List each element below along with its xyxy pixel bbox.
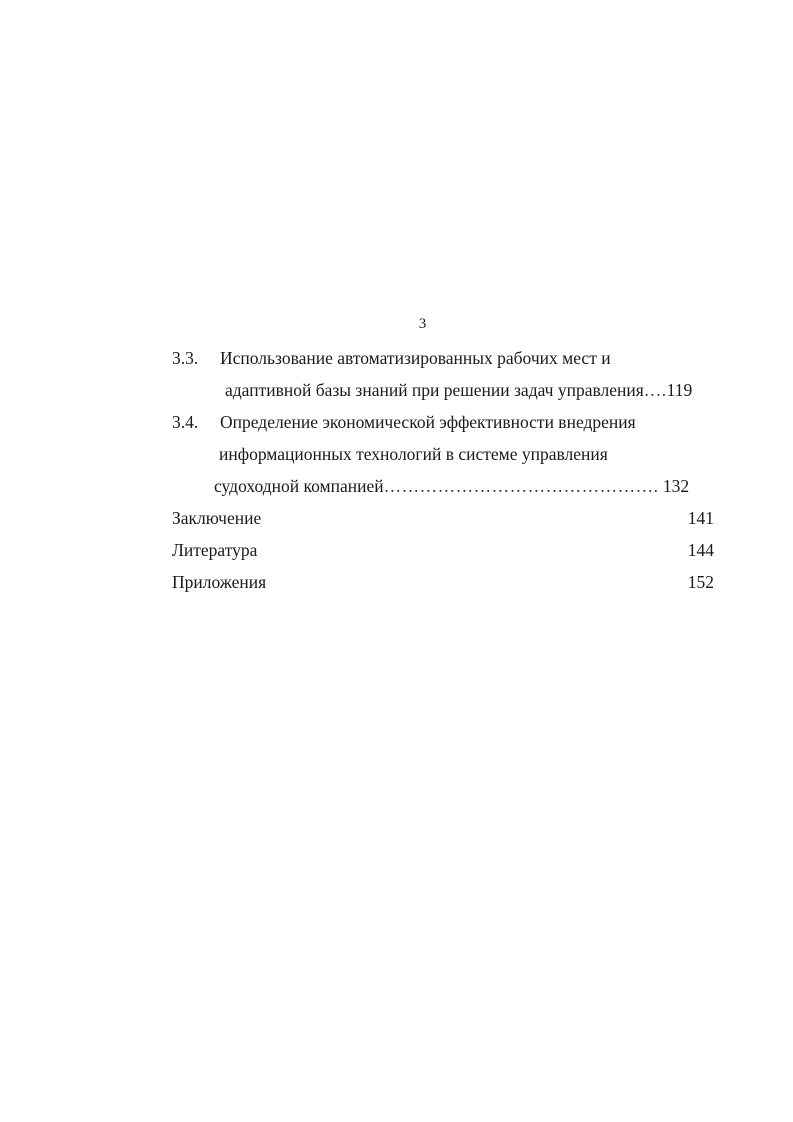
- table-of-contents: [172, 342, 714, 598]
- toc-entry-title-continued: информационных технологий в системе управления: [219, 444, 608, 464]
- toc-entry-title: Литература: [172, 540, 258, 560]
- dot-leader: ……………………………………….: [383, 476, 659, 496]
- toc-entry-literature: [172, 534, 714, 566]
- toc-entry-appendices: [172, 566, 714, 598]
- dot-leader: ….: [643, 380, 667, 400]
- toc-entry-title-continued: адаптивной базы знаний при решении задач управления….119: [225, 380, 693, 400]
- toc-entry-3-3-line-1: [172, 342, 714, 374]
- toc-entry-3-4-line-3: [172, 470, 714, 502]
- toc-entry-title-continued: судоходной компанией………………………………………. 132: [214, 476, 690, 496]
- toc-entry-number: 3.4.: [172, 412, 199, 432]
- toc-entry-page: 141: [687, 508, 714, 528]
- toc-entry-title: Приложения: [172, 572, 267, 592]
- toc-entry-title: Заключение: [172, 508, 262, 528]
- toc-entry-page: 152: [687, 572, 714, 592]
- toc-entry-page: 144: [687, 540, 714, 560]
- toc-entry-title: Определение экономической эффективности внедрения: [220, 412, 636, 432]
- toc-entry-title: Использование автоматизированных рабочих мест и: [220, 348, 611, 368]
- page-number: 3: [418, 316, 427, 332]
- toc-entry-number: 3.3.: [172, 348, 199, 368]
- toc-entry-page: 119: [666, 380, 693, 400]
- toc-entry-page: 132: [662, 476, 690, 496]
- toc-entry-conclusion: [172, 502, 714, 534]
- toc-entry-3-4-line-1: [172, 406, 714, 438]
- toc-entry-3-4-line-2: [172, 438, 714, 470]
- toc-entry-3-3-line-2: [172, 374, 714, 406]
